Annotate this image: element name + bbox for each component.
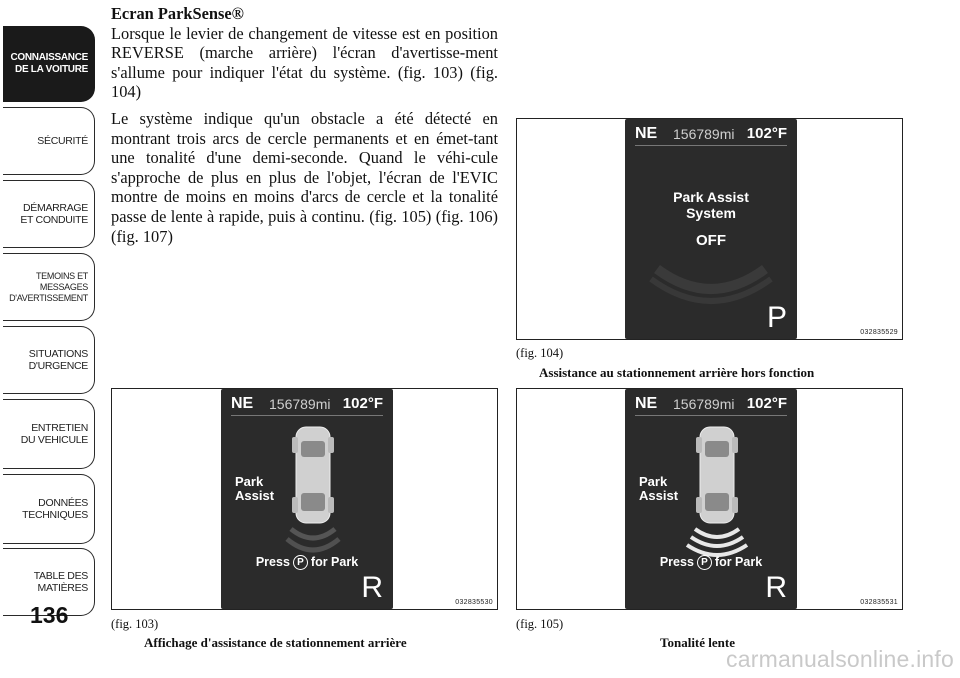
figure-label: (fig. 104) bbox=[516, 346, 564, 360]
p-circle-icon: P bbox=[293, 555, 308, 570]
page-number: 136 bbox=[30, 602, 69, 628]
article-paragraph: Le système indique qu'un obstacle a été détecté en montrant trois arcs de cercle permanents et en émet-tant une tonalité d'une demi-seconde. Quand le véhi-cule s'approche de plus en plus de l'objet, l'écran de l'EVIC montre de moins en moins d'arcs de cercle et la tonalité passe de lente à rapide, puis à continu. (fig. 105) (fig. 106) (fig. 107) bbox=[111, 108, 498, 246]
article-paragraph: Lorsque le levier de changement de vitesse est en position REVERSE (marche arrière) l'écran d'avertisse-ment s'allume pour indiquer l'état du système. (fig. 103) (fig. 104) bbox=[111, 23, 498, 102]
press-text: for Park bbox=[310, 555, 359, 569]
tab-connaissance[interactable] bbox=[3, 26, 95, 102]
evic-display bbox=[221, 389, 393, 609]
tab-situations[interactable] bbox=[3, 326, 95, 394]
figure-code: 032835529 bbox=[860, 329, 898, 336]
figure-caption: Affichage d'assistance de stationnement arrière bbox=[144, 635, 407, 650]
gear-indicator: P bbox=[766, 301, 787, 334]
article bbox=[111, 4, 498, 253]
odometer: 156789mi bbox=[673, 126, 735, 142]
park-assist-message bbox=[625, 189, 797, 249]
evic-display bbox=[625, 119, 797, 339]
figure-code: 032835530 bbox=[455, 599, 493, 606]
tab-label: D'AVERTISSEMENT bbox=[9, 292, 88, 303]
park-label-line: Park bbox=[235, 474, 264, 489]
p-circle-icon: P bbox=[697, 555, 712, 570]
figure-label: (fig. 103) bbox=[111, 617, 159, 631]
tab-label: DE LA VOITURE bbox=[15, 64, 88, 75]
figure-label: (fig. 105) bbox=[516, 617, 564, 631]
evic-display bbox=[625, 389, 797, 609]
compass-direction: NE bbox=[231, 395, 254, 412]
park-label-line: Assist bbox=[639, 488, 679, 503]
compass-direction: NE bbox=[635, 125, 658, 142]
tab-label: DONNÉES bbox=[38, 497, 88, 509]
park-assist-label bbox=[235, 475, 274, 503]
tab-label: DÉMARRAGE bbox=[23, 202, 88, 214]
park-assist-label bbox=[639, 475, 678, 503]
compass-direction: NE bbox=[635, 395, 658, 412]
message-off: OFF bbox=[696, 232, 726, 249]
tab-label: DU VEHICULE bbox=[20, 434, 88, 446]
message-line: System bbox=[686, 205, 736, 221]
tab-label: SÉCURITÉ bbox=[37, 135, 88, 147]
tab-temoins[interactable] bbox=[3, 253, 95, 321]
press-text: Press bbox=[255, 555, 290, 569]
figure-caption: Assistance au stationnement arrière hors fonction bbox=[539, 365, 815, 380]
tab-label: D'URGENCE bbox=[28, 360, 88, 372]
tab-label: TECHNIQUES bbox=[22, 509, 88, 521]
tab-donnees[interactable] bbox=[3, 474, 95, 544]
tab-label: ET CONDUITE bbox=[20, 214, 88, 226]
tab-label: MATIÈRES bbox=[37, 582, 88, 594]
figure-105 bbox=[516, 388, 903, 610]
odometer: 156789mi bbox=[269, 396, 331, 412]
tab-label: MESSAGES bbox=[39, 281, 88, 292]
article-title: Ecran ParkSense® bbox=[111, 4, 244, 23]
tab-demarrage[interactable] bbox=[3, 180, 95, 248]
temperature: 102°F bbox=[746, 395, 787, 412]
tab-label: TEMOINS ET bbox=[35, 270, 88, 281]
press-text: Press bbox=[659, 555, 694, 569]
tab-entretien[interactable] bbox=[3, 399, 95, 469]
park-label-line: Park bbox=[639, 474, 668, 489]
watermark: carmanualsonline.info bbox=[726, 646, 954, 672]
gear-indicator: R bbox=[361, 571, 383, 604]
press-p-for-park bbox=[221, 555, 393, 570]
odometer: 156789mi bbox=[673, 396, 735, 412]
park-label-line: Assist bbox=[235, 488, 275, 503]
figure-104 bbox=[516, 118, 903, 340]
figure-caption: Tonalité lente bbox=[660, 635, 735, 650]
message-line: Park Assist bbox=[673, 189, 749, 205]
figure-103 bbox=[111, 388, 498, 610]
tab-label: ENTRETIEN bbox=[31, 422, 88, 434]
temperature: 102°F bbox=[342, 395, 383, 412]
temperature: 102°F bbox=[746, 125, 787, 142]
tab-label: CONNAISSANCE bbox=[10, 52, 88, 63]
tab-securite[interactable] bbox=[3, 107, 95, 175]
press-p-for-park bbox=[625, 555, 797, 570]
press-text: for Park bbox=[714, 555, 763, 569]
figure-code: 032835531 bbox=[860, 599, 898, 606]
tab-label: TABLE DES bbox=[33, 570, 88, 582]
tab-label: SITUATIONS bbox=[28, 348, 88, 360]
gear-indicator: R bbox=[765, 571, 787, 604]
